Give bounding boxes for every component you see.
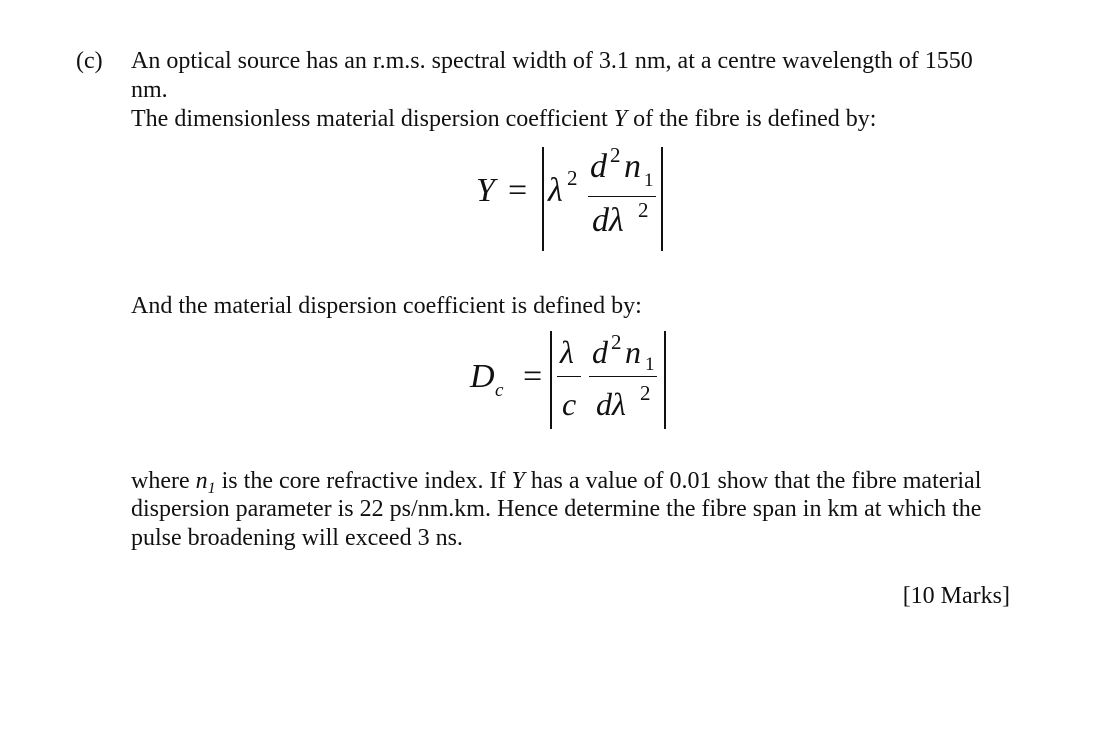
eq1-abs-right (661, 147, 663, 251)
eq2-num-sub: 1 (645, 354, 655, 375)
eq2-fraction-line-b (589, 376, 657, 377)
variable-y: Y (613, 106, 628, 132)
eq1-equals: = (508, 172, 528, 209)
question-line-6: dispersion parameter is 22 ps/nm.km. Hence determine the fibre span in km at which the (131, 496, 982, 522)
eq1-num-sub: 1 (644, 170, 654, 191)
eq2-lhs: D (470, 358, 495, 395)
line-3-text-b: of the fibre is defined by: (627, 106, 877, 132)
eq1-abs-left (542, 147, 544, 251)
eq2-den: dλ (596, 386, 626, 422)
eq2-num-d: d (592, 334, 608, 370)
question-line-4: And the material dispersion coefficient is defined by: (131, 293, 642, 319)
variable-n: n (195, 468, 208, 494)
eq2-fraction-line-a (557, 376, 581, 377)
eq2-den-exp: 2 (640, 381, 651, 405)
line-5-text-b: is the core refractive index. If (215, 468, 512, 494)
line-5-text-a: where (131, 468, 196, 494)
eq2-den-c: c (562, 386, 577, 422)
line-3-text-a: The dimensionless material dispersion coefficient (131, 106, 614, 132)
eq2-equals: = (523, 358, 543, 395)
eq1-den-exp: 2 (638, 198, 649, 222)
eq2-abs-right (664, 331, 666, 429)
eq1-lambda-exp: 2 (567, 166, 578, 190)
marks-label: [10 Marks] (902, 583, 1010, 609)
eq1-den: dλ (592, 202, 624, 239)
eq1-num-exp: 2 (610, 143, 621, 167)
question-line-2: nm. (131, 77, 168, 103)
eq1-lambda: λ (548, 172, 563, 209)
question-line-7: pulse broadening will exceed 3 ns. (131, 525, 463, 551)
eq2-lhs-sub: c (495, 380, 504, 401)
eq1-num-n: n (624, 148, 641, 185)
eq2-num-exp: 2 (611, 330, 622, 354)
eq2-num-lambda: λ (560, 334, 574, 370)
eq2-num-n: n (625, 334, 641, 370)
question-line-1: An optical source has an r.m.s. spectral width of 3.1 nm, at a centre wavelength of 1550 (131, 48, 973, 74)
question-label: (c) (76, 48, 103, 74)
question-line-3 (131, 105, 876, 133)
eq1-num-d: d (590, 148, 607, 185)
eq1-lhs: Y (476, 172, 495, 209)
question-line-5 (131, 467, 981, 498)
variable-y-2: Y (511, 468, 525, 494)
eq2-abs-left (550, 331, 552, 429)
variable-n-subscript: 1 (207, 480, 216, 497)
line-5-text-c: has a value of 0.01 show that the fibre material (524, 468, 982, 494)
